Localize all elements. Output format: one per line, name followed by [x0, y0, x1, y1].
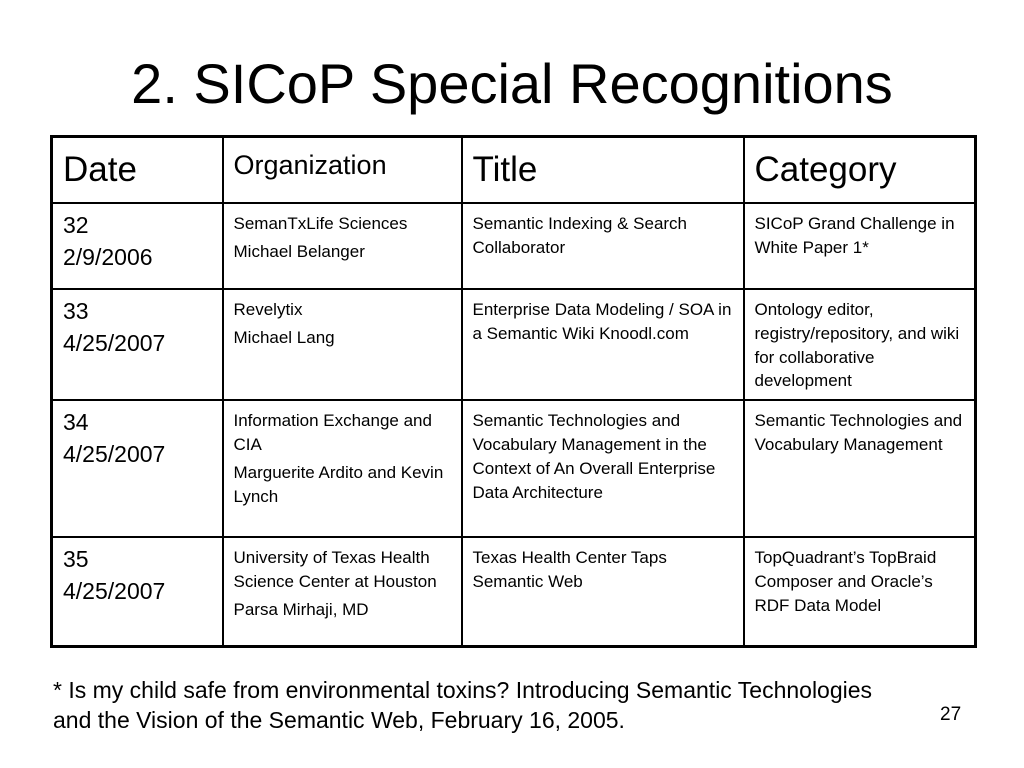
category-cell: Ontology editor, registry/repository, and wiki for collaborative development [744, 289, 976, 400]
organization-cell [223, 203, 462, 289]
footnote: * Is my child safe from environmental toxins? Introducing Semantic Technologies and the Vision of the Semantic Web, February 16, 2005. [53, 677, 873, 733]
date-cell [52, 537, 223, 647]
organization-cell [223, 537, 462, 647]
column-header-organization: Organization [223, 137, 462, 204]
date-cell [52, 400, 223, 537]
row-number: 34 [63, 409, 89, 436]
row-number: 33 [63, 298, 89, 324]
category-cell: TopQuadrant’s TopBraid Composer and Oracle’s RDF Data Model [744, 537, 976, 647]
organization-cell [223, 400, 462, 537]
row-date: 2/9/2006 [63, 243, 153, 270]
title-cell: Semantic Indexing & Search Collaborator [462, 203, 744, 289]
category-cell: SICoP Grand Challenge in White Paper 1* [744, 203, 976, 289]
person-name: Michael Belanger [233, 241, 365, 261]
person-name: Marguerite Ardito and Kevin Lynch [233, 462, 444, 506]
date-cell [52, 203, 223, 289]
category-cell: Semantic Technologies and Vocabulary Management [744, 400, 976, 537]
person-name: Michael Lang [233, 327, 335, 347]
row-number: 32 [63, 212, 89, 238]
row-date: 4/25/2007 [63, 440, 166, 467]
column-header-category: Category [744, 137, 976, 204]
title-cell: Enterprise Data Modeling / SOA in a Semantic Wiki Knoodl.com [462, 289, 744, 400]
row-date: 4/25/2007 [63, 577, 166, 604]
organization-name: Information Exchange and CIA [233, 411, 432, 454]
row-date: 4/25/2007 [63, 329, 166, 356]
organization-name: Revelytix [233, 300, 303, 319]
organization-cell [223, 289, 462, 400]
date-cell [52, 289, 223, 400]
organization-name: University of Texas Health Science Center at Houston [233, 548, 437, 591]
title-cell: Semantic Technologies and Vocabulary Management in the Context of An Overall Enterprise Data Architecture [462, 400, 744, 537]
column-header-date: Date [52, 137, 223, 204]
row-number: 35 [63, 546, 89, 573]
table-row [52, 537, 976, 647]
table-row [52, 289, 976, 400]
organization-name: SemanTxLife Sciences [233, 214, 408, 233]
column-header-title: Title [462, 137, 744, 204]
recognitions-table [50, 135, 977, 648]
page-number: 27 [940, 704, 962, 725]
table-row [52, 203, 976, 289]
table-row [52, 400, 976, 537]
title-cell: Texas Health Center Taps Semantic Web [462, 537, 744, 647]
person-name: Parsa Mirhaji, MD [233, 599, 369, 619]
table-header-row [52, 137, 976, 204]
slide-title: 2. SICoP Special Recognitions [131, 52, 893, 115]
